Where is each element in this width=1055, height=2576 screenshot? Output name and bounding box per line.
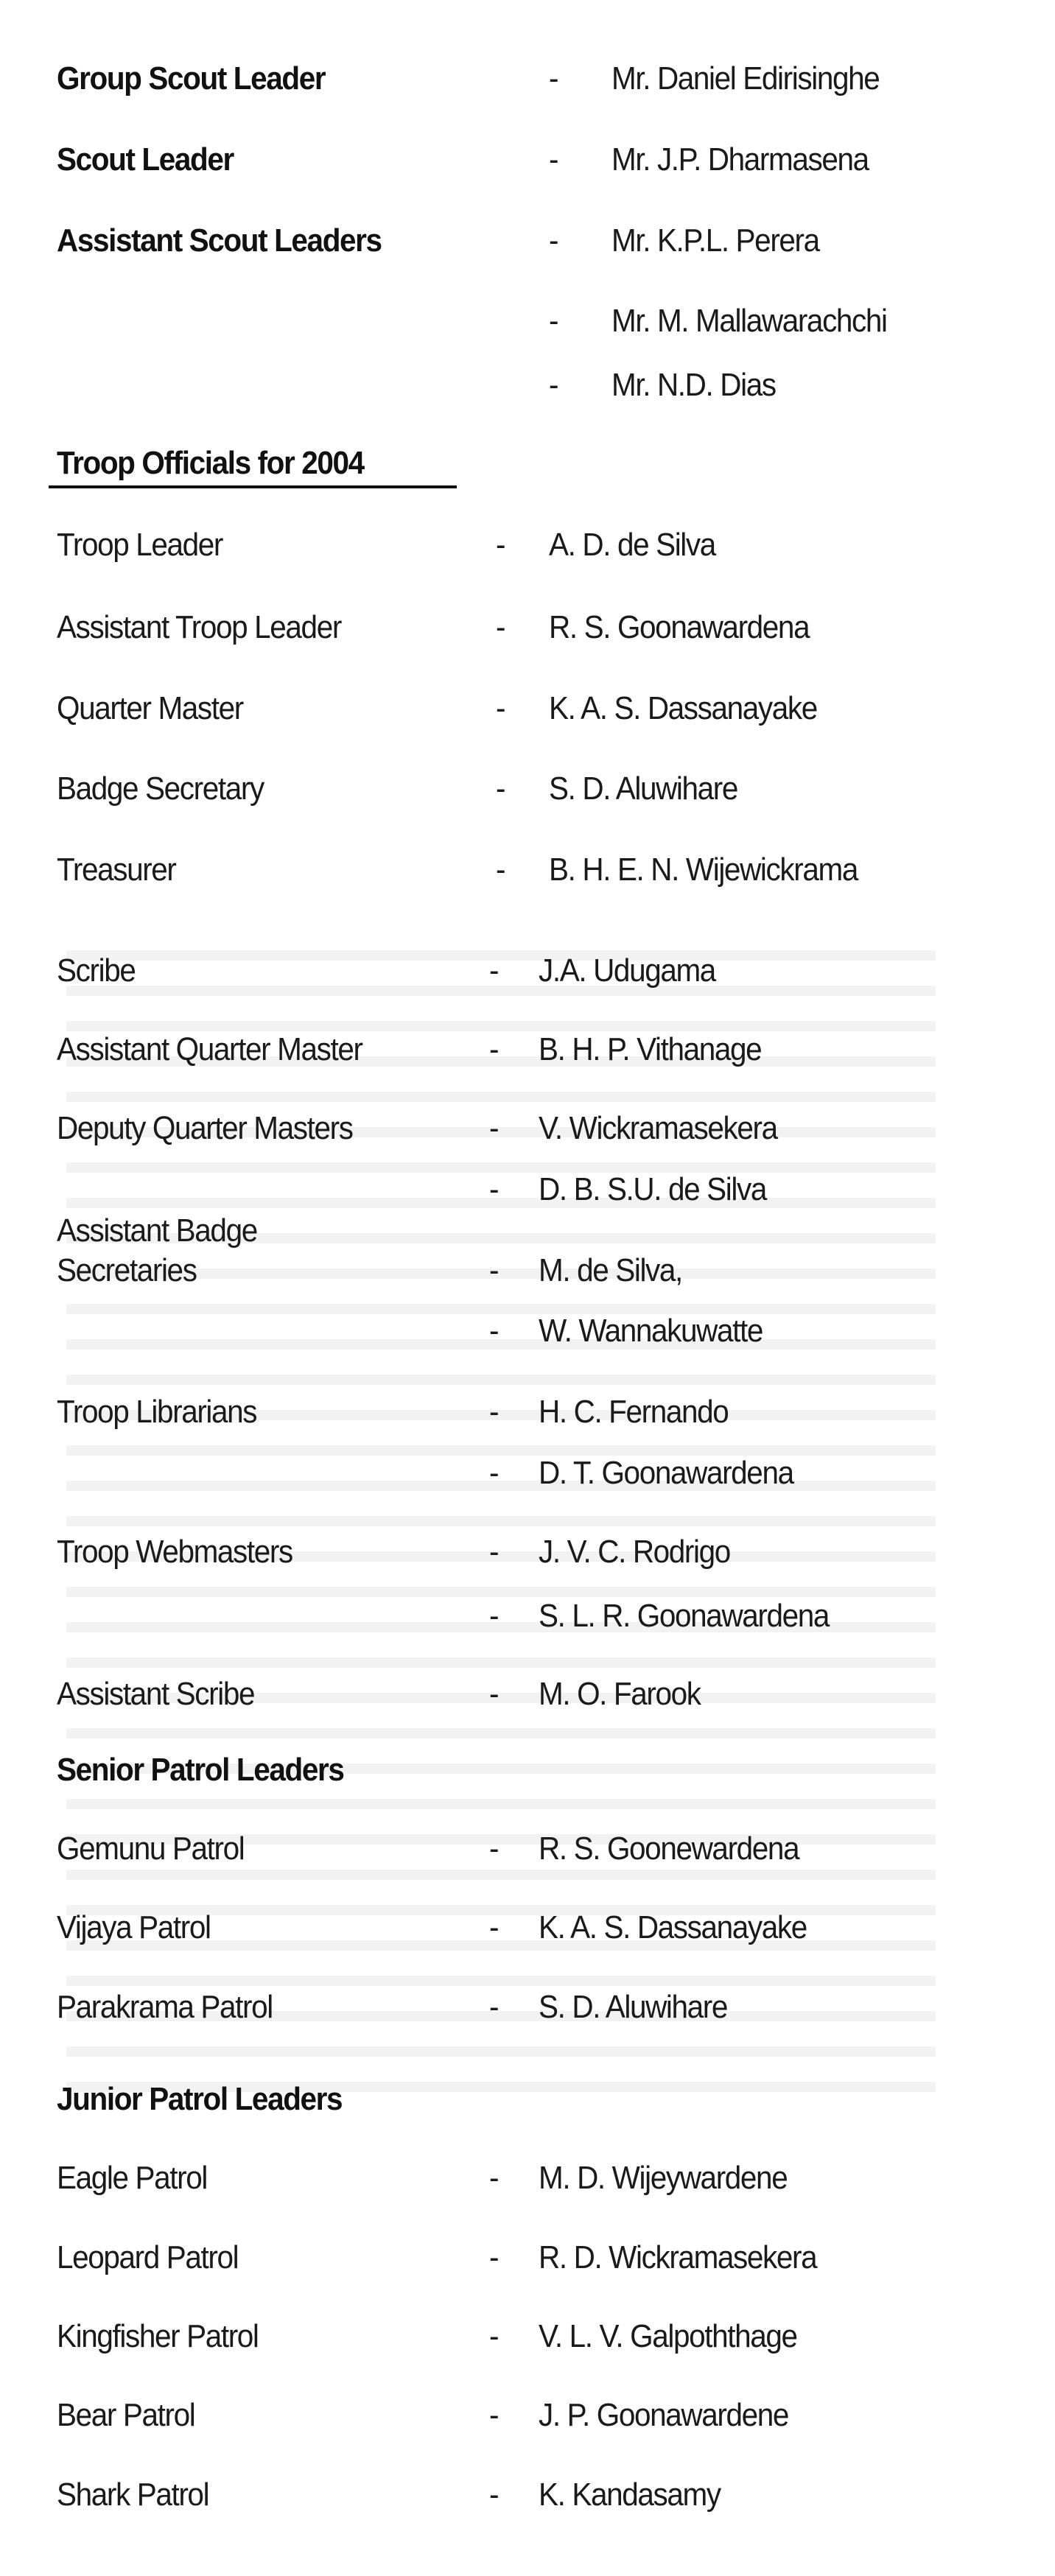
person-name: Mr. N.D. Dias (611, 367, 776, 403)
official-row (0, 1209, 1055, 1253)
role-label: Gemunu Patrol (57, 1831, 245, 1867)
dash-separator: - (489, 1455, 499, 1491)
role-label: Parakrama Patrol (57, 1989, 273, 2025)
dash-separator: - (489, 1031, 499, 1067)
official-row (0, 1168, 1055, 1212)
dash-separator: - (549, 60, 558, 96)
person-name: S. D. Aluwihare (539, 1989, 728, 2025)
role-label: Group Scout Leader (57, 60, 326, 96)
person-name: A. D. de Silva (549, 527, 715, 563)
person-name: Mr. K.P.L. Perera (611, 222, 819, 259)
official-row (0, 1390, 1055, 1434)
patrol-row (0, 1827, 1055, 1871)
section-heading-senior-patrol-leaders: Senior Patrol Leaders (57, 1752, 344, 1788)
dash-separator: - (489, 1598, 499, 1634)
leader-row (0, 299, 1055, 343)
official-row (0, 687, 1055, 731)
dash-separator: - (549, 303, 558, 339)
person-name: W. Wannakuwatte (539, 1313, 763, 1349)
role-label: Assistant Scout Leaders (57, 222, 382, 259)
role-label: Leopard Patrol (57, 2239, 239, 2275)
dash-separator: - (489, 952, 499, 989)
dash-separator: - (489, 2160, 499, 2196)
person-name: R. D. Wickramasekera (539, 2239, 817, 2275)
person-name: V. L. V. Galpoththage (539, 2318, 797, 2354)
official-row (0, 606, 1055, 650)
role-label: Assistant Quarter Master (57, 1031, 362, 1067)
official-row (0, 1530, 1055, 1574)
leader-row (0, 219, 1055, 263)
dash-separator: - (496, 771, 505, 807)
role-label: Shark Patrol (57, 2477, 209, 2513)
dash-separator: - (489, 2239, 499, 2275)
role-label: Secretaries (57, 1252, 197, 1288)
person-name: S. D. Aluwihare (549, 771, 738, 807)
dash-separator: - (489, 1171, 499, 1207)
person-name: M. O. Farook (539, 1676, 701, 1712)
official-row (0, 949, 1055, 993)
heading-underline (49, 485, 457, 488)
person-name: M. de Silva, (539, 1252, 682, 1288)
patrol-row (0, 1985, 1055, 2029)
official-row (0, 848, 1055, 892)
patrol-row (0, 2393, 1055, 2438)
patrol-row (0, 2236, 1055, 2280)
role-label: Assistant Troop Leader (57, 609, 341, 645)
role-label: Vijaya Patrol (57, 1909, 211, 1945)
person-name: R. S. Goonewardena (539, 1831, 799, 1867)
person-name: J. V. C. Rodrigo (539, 1534, 730, 1570)
person-name: Mr. Daniel Edirisinghe (611, 60, 880, 96)
role-label: Badge Secretary (57, 771, 264, 807)
dash-separator: - (496, 609, 505, 645)
official-row (0, 767, 1055, 811)
person-name: V. Wickramasekera (539, 1110, 777, 1146)
person-name: K. Kandasamy (539, 2477, 721, 2513)
role-label: Troop Webmasters (57, 1534, 292, 1570)
official-row (0, 1672, 1055, 1716)
dash-separator: - (489, 1989, 499, 2025)
official-row (0, 1309, 1055, 1353)
role-label: Treasurer (57, 852, 176, 888)
dash-separator: - (496, 527, 505, 563)
person-name: B. H. E. N. Wijewickrama (549, 852, 858, 888)
leader-row (0, 138, 1055, 182)
dash-separator: - (489, 1676, 499, 1712)
person-name: J.A. Udugama (539, 952, 715, 989)
patrol-row (0, 1906, 1055, 1950)
dash-separator: - (549, 141, 558, 178)
person-name: Mr. J.P. Dharmasena (611, 141, 869, 178)
person-name: D. B. S.U. de Silva (539, 1171, 766, 1207)
official-row (0, 1106, 1055, 1151)
role-label: Assistant Scribe (57, 1676, 255, 1712)
role-label: Deputy Quarter Masters (57, 1110, 353, 1146)
section-heading-junior-patrol-leaders: Junior Patrol Leaders (57, 2081, 343, 2117)
patrol-row (0, 2156, 1055, 2200)
dash-separator: - (489, 1313, 499, 1349)
patrol-row (0, 2314, 1055, 2359)
role-label: Bear Patrol (57, 2397, 195, 2433)
official-row (0, 523, 1055, 567)
dash-separator: - (489, 2397, 499, 2433)
official-row (0, 1249, 1055, 1293)
person-name: K. A. S. Dassanayake (539, 1909, 807, 1945)
official-row (0, 1594, 1055, 1638)
person-name: R. S. Goonawardena (549, 609, 810, 645)
person-name: S. L. R. Goonawardena (539, 1598, 830, 1634)
person-name: J. P. Goonawardene (539, 2397, 788, 2433)
dash-separator: - (496, 852, 505, 888)
dash-separator: - (549, 367, 558, 403)
dash-separator: - (549, 222, 558, 259)
role-label: Quarter Master (57, 690, 243, 726)
role-label: Scribe (57, 952, 136, 989)
dash-separator: - (489, 2477, 499, 2513)
dash-separator: - (496, 690, 505, 726)
role-label: Eagle Patrol (57, 2160, 207, 2196)
official-row (0, 1451, 1055, 1495)
role-label: Troop Leader (57, 527, 222, 563)
dash-separator: - (489, 1831, 499, 1867)
person-name: M. D. Wijeywardene (539, 2160, 788, 2196)
section-heading-troop-officials: Troop Officials for 2004 (57, 445, 364, 481)
dash-separator: - (489, 1394, 499, 1430)
role-label: Scout Leader (57, 141, 234, 178)
leader-row (0, 363, 1055, 407)
person-name: Mr. M. Mallawarachchi (611, 303, 887, 339)
role-label: Assistant Badge (57, 1212, 257, 1249)
person-name: D. T. Goonawardena (539, 1455, 793, 1491)
person-name: B. H. P. Vithanage (539, 1031, 762, 1067)
dash-separator: - (489, 1252, 499, 1288)
role-label: Kingfisher Patrol (57, 2318, 259, 2354)
role-label: Troop Librarians (57, 1394, 257, 1430)
leader-row (0, 57, 1055, 101)
dash-separator: - (489, 1534, 499, 1570)
patrol-row (0, 2473, 1055, 2517)
dash-separator: - (489, 1909, 499, 1945)
official-row (0, 1028, 1055, 1072)
dash-separator: - (489, 1110, 499, 1146)
person-name: K. A. S. Dassanayake (549, 690, 817, 726)
dash-separator: - (489, 2318, 499, 2354)
person-name: H. C. Fernando (539, 1394, 729, 1430)
